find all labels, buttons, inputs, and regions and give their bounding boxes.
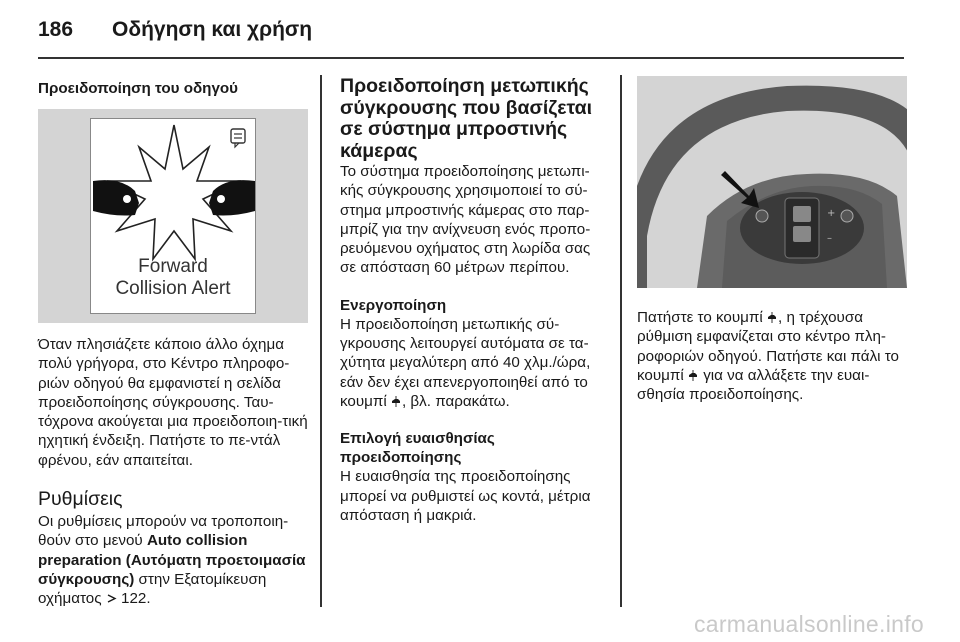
activation-text: Η προειδοποίηση μετωπικής σύ-γκρουσης λειτουργεί αυτόματα σε τα-χύτητα μεγαλύτερη από 40 χλμ./ώρα, εάν δεν έχει απενεργοποιηθεί από το κουμπί: [340, 315, 591, 410]
collision-alert-button-icon: [767, 312, 778, 323]
header-rule: [38, 57, 904, 59]
steering-wheel-figure: [637, 76, 907, 288]
activation-body: [340, 315, 610, 411]
settings-text-2: στην Εξατομίκευση οχήματος: [38, 570, 267, 608]
section-title-front-camera: Προειδοποίηση μετωπικής σύγκρουσης που βασίζεται σε σύστημα μπροστινής κάμερας: [340, 75, 593, 162]
driver-alert-body: Όταν πλησιάζετε κάποιο άλλο όχημα πολύ γρήγορα, στο Κέντρο πληροφο-ριών οδηγού θα εμφανιστεί η σελίδα προειδοποίησης σύγκρουσης. Ταυ-τόχρονα ακούγεται μια προειδοποιη-τική ηχητική ένδειξη. Πατήστε το πε-ντάλ φρένου, εάν απαιτείται.: [38, 336, 308, 469]
instructions-text-3: για να αλλάξετε την ευαι-σθησία προειδοποίησης.: [637, 366, 870, 404]
column-3: [637, 76, 907, 404]
svg-text:–: –: [827, 233, 832, 244]
watermark-text: carmanualsonline.info: [693, 611, 924, 637]
alert-line-1: Forward: [138, 256, 208, 277]
page-header: [38, 18, 312, 48]
settings-text: Οι ρυθμίσεις μπορούν να τροποποιη-θούν στο μενού: [38, 513, 289, 550]
activation-heading: Ενεργοποίηση: [340, 296, 447, 314]
instructions-text-1: Πατήστε το κουμπί: [637, 309, 767, 326]
settings-body: [38, 512, 308, 608]
alert-display-panel: [90, 118, 256, 314]
front-camera-intro: Το σύστημα προειδοποίησης μετωπι-κής σύγκρουσης χρησιμοποιεί το σύ-στημα μπροστινής κάμερας στο παρ-μπρίζ για την ανίχνευση ενός προπο-ρευόμενου οχήματος στη λωρίδα σας σε απόσταση 60 μέτρων περίπου.: [340, 163, 591, 277]
activation-text-2: , βλ. παρακάτω.: [401, 392, 510, 410]
page-number: 186: [38, 18, 74, 41]
sensitivity-heading: Επιλογή ευαισθησίας προειδοποίησης: [340, 430, 495, 467]
page-reference-icon: [106, 593, 117, 604]
column-1: [38, 76, 308, 609]
column-divider-2: [620, 75, 622, 607]
collision-alert-button-icon: [391, 396, 402, 407]
sensitivity-instructions: [637, 308, 907, 404]
instructions-text-2: , η τρέχουσα ρύθμιση εμφανίζεται στο κέντρο πλη-ροφοριών οδηγού. Πατήστε και πάλι το κουμπί: [637, 309, 899, 384]
alert-line-2: Collision Alert: [115, 278, 231, 299]
column-2: [340, 76, 610, 525]
alert-text: [91, 256, 255, 300]
collision-alert-button-icon: [688, 370, 699, 381]
settings-heading: Ρυθμίσεις: [38, 488, 123, 511]
section-heading-driver-alert: Προειδοποίηση του οδηγού: [38, 80, 239, 97]
settings-page-ref: 122.: [121, 590, 151, 608]
chapter-title: Οδήγηση και χρήση: [112, 18, 313, 41]
steering-wheel-image: [637, 76, 907, 288]
settings-menu-name: Auto collision preparation (Αυτόματη προετοιμασία σύγκρουσης): [38, 532, 306, 588]
sensitivity-body: Η ευαισθησία της προειδοποίησης μπορεί να ρυθμιστεί ως κοντά, μέτρια απόσταση ή μακριά.: [340, 468, 591, 524]
column-divider-1: [320, 75, 322, 607]
svg-text:+: +: [827, 208, 836, 219]
collision-alert-figure: [38, 109, 308, 323]
